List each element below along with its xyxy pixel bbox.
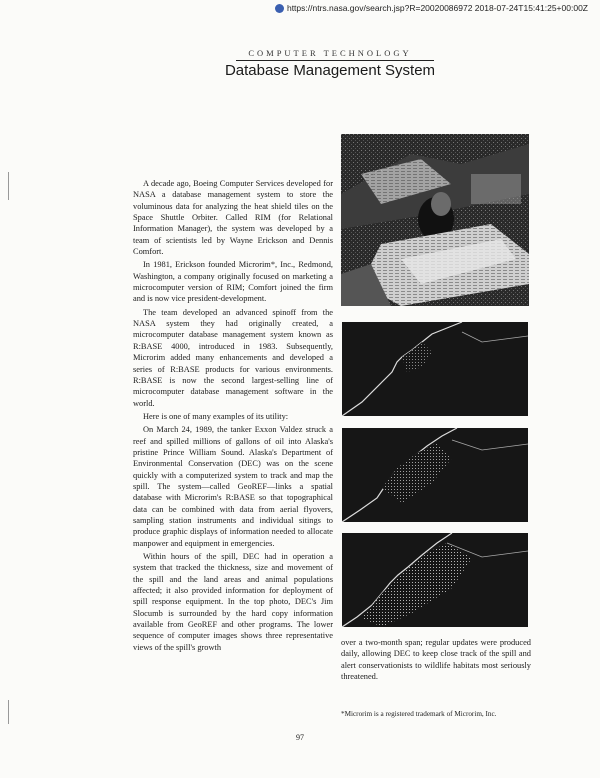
paragraph: Here is one of many examples of its utility: [143, 411, 289, 421]
continuation-text: over a two-month span; regular updates were produced daily, allowing DEC to keep close track of the spill and alert conservationists to wildlife habitats most seriously threatened. [341, 638, 531, 682]
spill-map-image [342, 428, 528, 522]
page-number: 97 [296, 733, 304, 742]
header-url [275, 3, 588, 13]
spill-map-graphic [342, 322, 528, 416]
section-label: COMPUTER TECHNOLOGY [248, 48, 412, 58]
header-url-text: https://ntrs.nasa.gov/search.jsp?R=20020086972 2018-07-24T15:41:25+00:00Z [286, 3, 588, 13]
paragraph: Within hours of the spill, DEC had in operation a system that tracked the thickness, size and movement of the spill and the land areas and animal populations affected; it also provided information for deployment of spill response equipment. In the top photo, DEC's Jim Slocumb is surrounded by the hard copy information available from GeoREF and other programs. The lower sequence of computer images shows three representative views of the spill's growth [133, 552, 333, 652]
footnote: *Microrim is a registered trademark of Microrim, Inc. [341, 710, 497, 718]
ntrs-logo-icon [275, 4, 284, 13]
spill-map-image [342, 322, 528, 416]
continuation-column [341, 637, 531, 682]
title-rule [236, 60, 434, 61]
photo-graphic [341, 134, 529, 306]
scan-edge-mark [8, 172, 9, 200]
page-title: Database Management System [224, 62, 436, 79]
spill-map-image [342, 533, 528, 627]
paragraph: The team developed an advanced spinoff from the NASA system they had originally created, a microcomputer database management system known as R:BASE 4000, introduced in 1983. Subsequently, Microrim added many enhancements and developed a series of R:BASE products for various environments. R:BASE is now the second largest-selling line of microcomputer database management software in the world. [133, 307, 333, 408]
spill-map-graphic [342, 428, 528, 522]
scan-edge-mark [8, 700, 9, 724]
body-column [133, 178, 333, 655]
paragraph: In 1981, Erickson founded Microrim*, Inc., Redmond, Washington, a company originally focused on marketing a microcomputer version of RIM; Comfort joined the firm and is now vice president-development. [133, 260, 333, 304]
spill-map-graphic [342, 533, 528, 627]
photo-jim-slocumb [341, 134, 529, 306]
paragraph: A decade ago, Boeing Computer Services developed for NASA a database management system to store the voluminous data for analyzing the heat shield tiles on the Space Shuttle Orbiter. Called RIM (for Relational Information Manager), the system was developed by a team of scientists led by Wayne Erickson and Dennis Comfort. [133, 179, 333, 257]
paragraph: On March 24, 1989, the tanker Exxon Valdez struck a reef and spilled millions of gallons of oil into Alaska's pristine Prince William Sound. Alaska's Department of Environmental Conservation (DEC) was on the scene quickly with a computerized system to track and map the spill. The system—called GeoREF—links a spatial database with Microrim's R:BASE so that topographical data can be combined with data from aerial flyovers, sampling station instruments and individual sitings to produce graphic displays of information needed to allocate manpower and equipment in emergencies. [133, 425, 333, 548]
